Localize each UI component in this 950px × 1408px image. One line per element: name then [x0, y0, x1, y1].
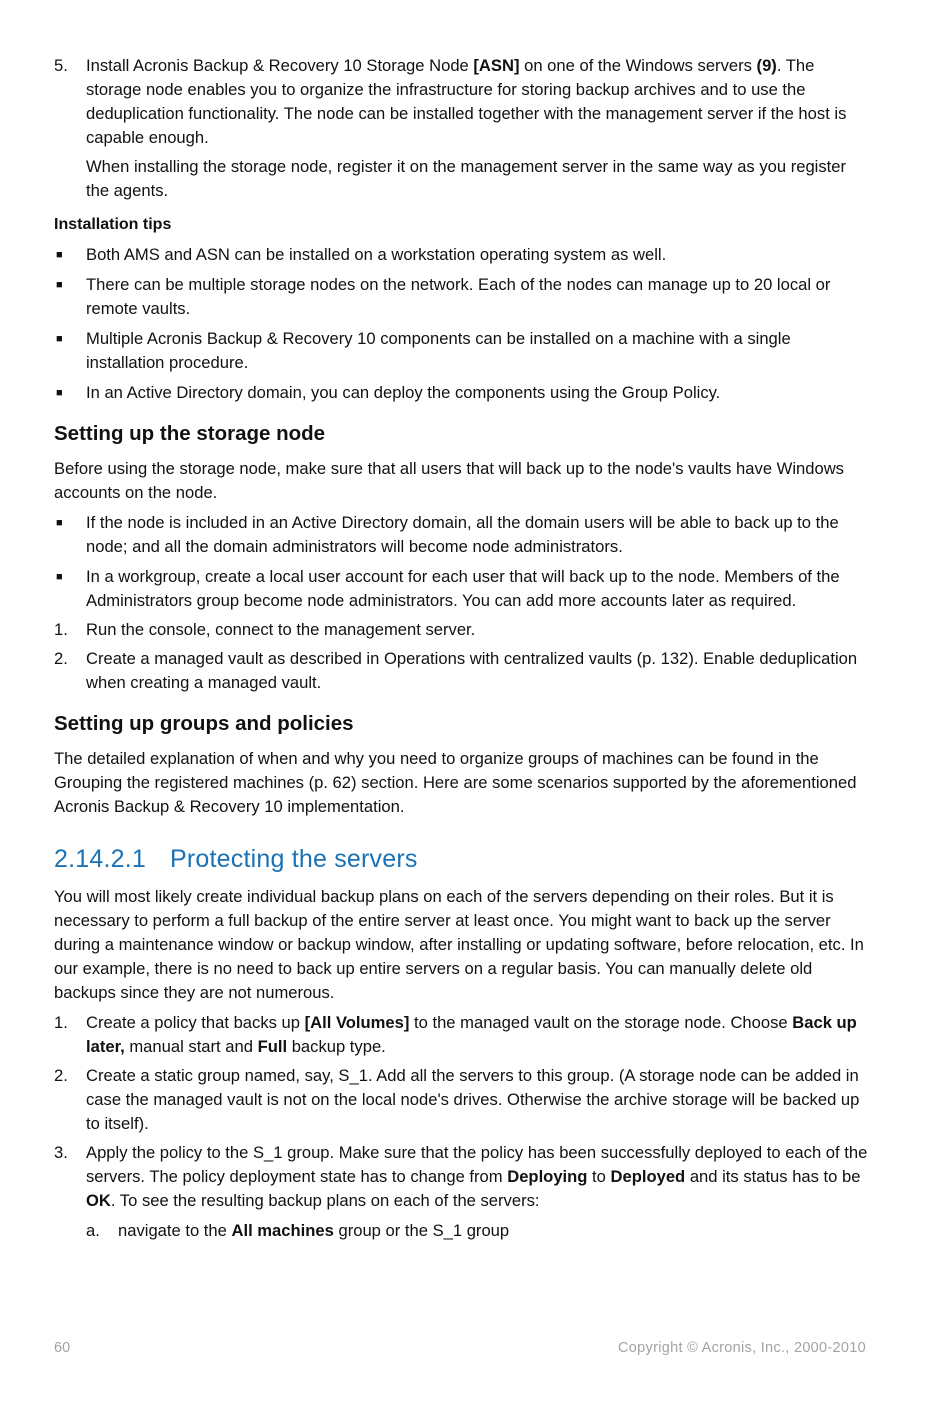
text: backup type. [287, 1037, 386, 1056]
bullet-icon: ■ [56, 517, 63, 529]
bold-text: OK [86, 1191, 111, 1210]
bold-text: [ASN] [473, 56, 520, 75]
bullet-text: If the node is included in an Active Directory domain, all the domain users will be able to back up to the node; and all the domain administrators will become node administrators. [86, 513, 839, 556]
text: Apply the policy to the S_1 group. Make sure that the policy has been successfully deployed to each of the servers. The policy deployment state has to change from [86, 1143, 868, 1186]
bold-text: [All Volumes] [304, 1013, 410, 1032]
storage-node-heading: Setting up the storage node [54, 422, 326, 445]
bullet-text: In a workgroup, create a local user account for each user that will back up to the node. Members of the Administrators group become node administrators. You can add more accounts later as required. [86, 567, 840, 610]
tip-item [54, 273, 869, 321]
text: navigate to the [118, 1221, 232, 1240]
step-note: When installing the storage node, register it on the management server in the same way as you register the agents. [86, 157, 847, 200]
bullet-icon: ■ [56, 571, 63, 583]
step-number: 3. [54, 1143, 68, 1162]
text: group or the S_1 group [333, 1221, 510, 1240]
step-text [86, 54, 869, 150]
copyright-text: Copyright © Acronis, Inc., 2000-2010 [618, 1340, 866, 1356]
section-step-1 [54, 1011, 869, 1059]
step-text: Run the console, connect to the management server. [86, 620, 476, 639]
section-number: 2.14.2.1 [54, 845, 146, 873]
text: manual start and [124, 1037, 258, 1056]
text: . To see the resulting backup plans on each of the servers: [110, 1191, 540, 1210]
bold-text: Deployed [610, 1167, 686, 1186]
bold-text: (9) [756, 56, 777, 75]
section-heading [54, 843, 869, 875]
step-number: 2. [54, 649, 68, 668]
bullet-icon: ■ [56, 249, 63, 261]
bold-text: All machines [231, 1221, 334, 1240]
bullet-icon: ■ [56, 333, 63, 345]
step-5 [54, 54, 869, 203]
bold-text: Full [257, 1037, 288, 1056]
substep-letter: a. [86, 1221, 100, 1240]
section-substep-a [54, 1219, 869, 1243]
step-text: Create a static group named, say, S_1. Add all the servers to this group. (A storage node can be added in case the managed vault is not on the local node's drives. Otherwise the archive storage will be backed up to itself). [86, 1066, 860, 1133]
tip-text: In an Active Directory domain, you can deploy the components using the Group Policy. [86, 383, 721, 402]
substep-text [118, 1219, 869, 1243]
bullet-icon: ■ [56, 279, 63, 291]
tip-item [54, 381, 869, 405]
storage-node-bullet [54, 565, 869, 613]
text: to the managed vault on the storage node. Choose [409, 1013, 793, 1032]
step-text [86, 1011, 869, 1059]
bullet-icon: ■ [56, 387, 63, 399]
storage-node-step [54, 618, 869, 642]
page-number: 60 [54, 1340, 71, 1356]
step-number: 2. [54, 1066, 68, 1085]
storage-node-bullet [54, 511, 869, 559]
bold-text: Deploying [507, 1167, 588, 1186]
step-text [86, 1141, 869, 1213]
tip-text: Multiple Acronis Backup & Recovery 10 components can be installed on a machine with a single installation procedure. [86, 329, 791, 372]
tip-item [54, 327, 869, 375]
storage-node-intro: Before using the storage node, make sure that all users that will back up to the node's vaults have Windows accounts on the node. [54, 459, 844, 502]
page-footer [54, 1337, 866, 1359]
bold-text: Back up later, [86, 1013, 857, 1056]
section-step-2 [54, 1064, 869, 1136]
tip-text: There can be multiple storage nodes on the network. Each of the nodes can manage up to 20 local or remote vaults. [86, 275, 831, 318]
step-text: Create a managed vault as described in Operations with centralized vaults (p. 132). Enable deduplication when creating a managed vault. [86, 649, 858, 692]
text: Create a policy that backs up [86, 1013, 305, 1032]
text: and its status has to be [685, 1167, 861, 1186]
storage-node-step [54, 647, 869, 695]
text: Install Acronis Backup & Recovery 10 Storage Node [86, 56, 474, 75]
section-intro: You will most likely create individual backup plans on each of the servers depending on their roles. But it is necessary to perform a full backup of the entire server at least once. You might want to back up the server during a maintenance window or backup window, after installing or updating software, before relocation, etc. In our example, there is no need to back up entire servers on a regular basis. You can manually delete old backups since they are not numerous. [54, 887, 864, 1002]
text: on one of the Windows servers [519, 56, 757, 75]
text: to [587, 1167, 611, 1186]
groups-intro: The detailed explanation of when and why you need to organize groups of machines can be found in the Grouping the registered machines (p. 62) section. Here are some scenarios supported by the aforementioned Acronis Backup & Recovery 10 implementation. [54, 749, 857, 816]
step-number: 5. [54, 56, 68, 75]
section-title: Protecting the servers [170, 845, 418, 873]
text: . The storage node enables you to organize the infrastructure for storing backup archives and to use the deduplication functionality. The node can be installed together with the management server if the host is capable enough. [86, 56, 847, 147]
groups-heading: Setting up groups and policies [54, 712, 354, 735]
document-page [54, 54, 869, 1243]
section-step-3 [54, 1141, 869, 1213]
step-number: 1. [54, 620, 68, 639]
installation-tips-title: Installation tips [54, 216, 172, 233]
step-number: 1. [54, 1013, 68, 1032]
tip-text: Both AMS and ASN can be installed on a workstation operating system as well. [86, 245, 667, 264]
tip-item [54, 243, 869, 267]
